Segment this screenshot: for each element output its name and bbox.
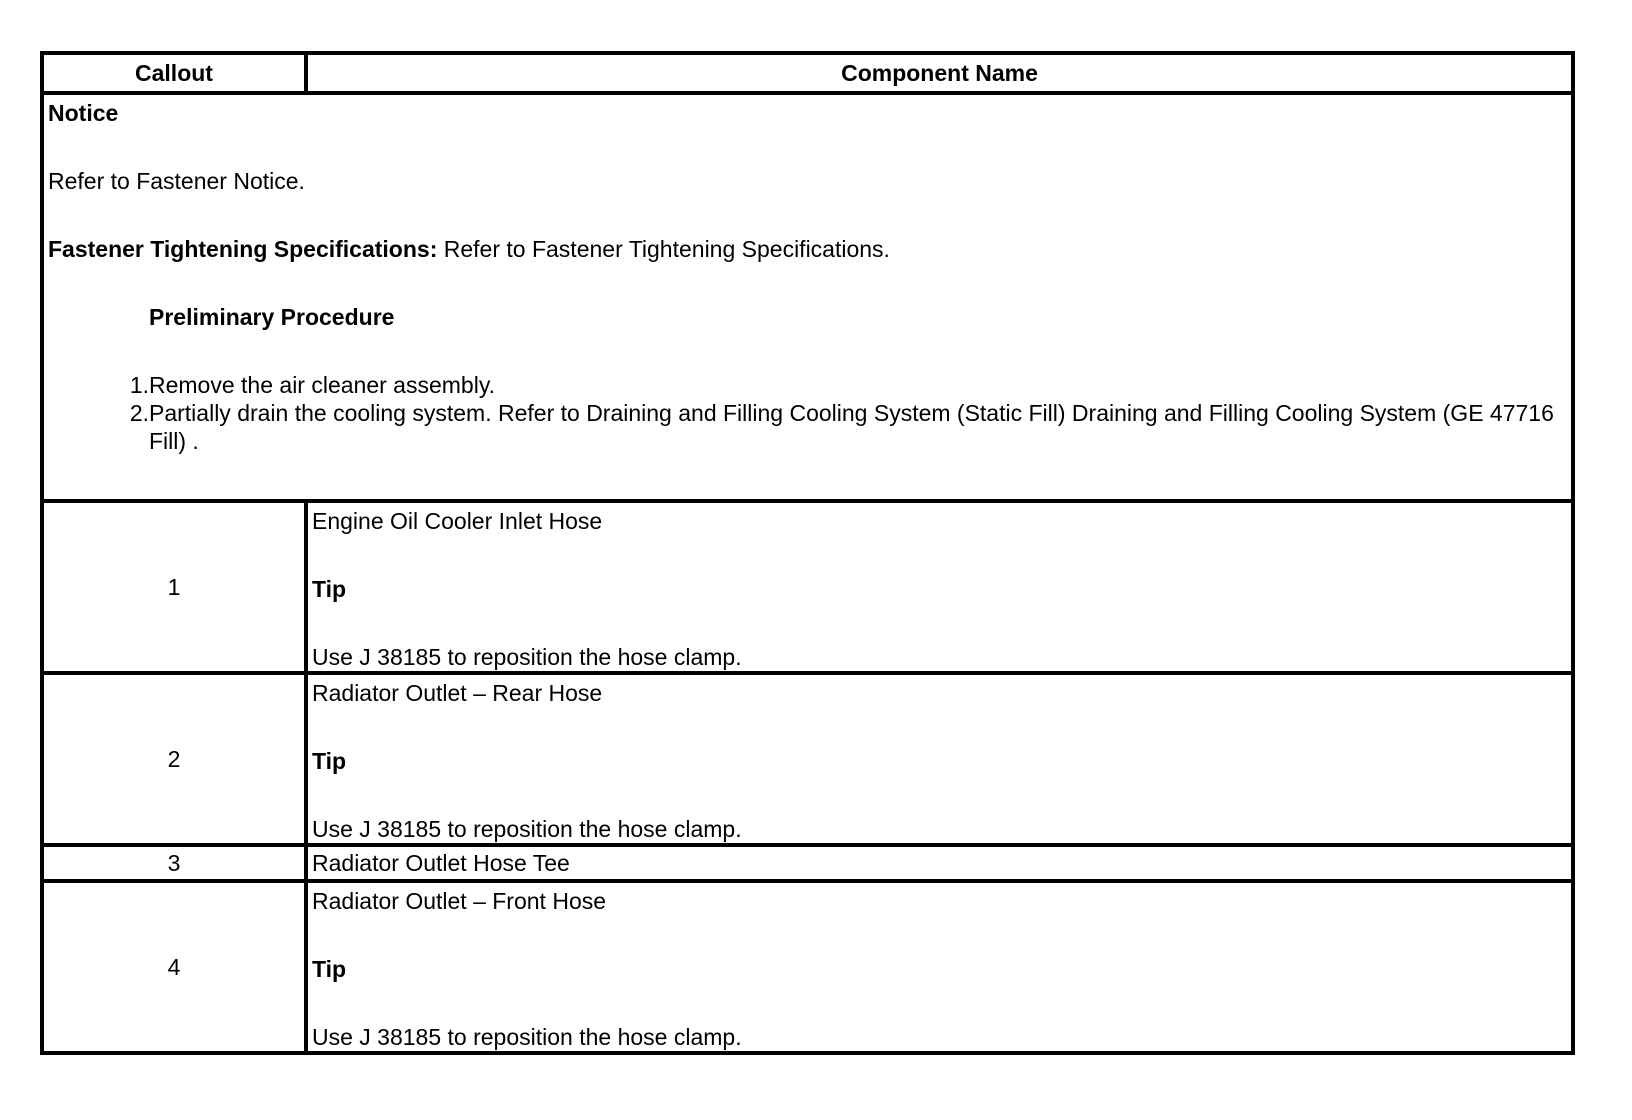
tip-text: Use J 38185 to reposition the hose clamp.: [312, 644, 742, 670]
component-cell: [306, 845, 1573, 881]
specs-text: Refer to Fastener Tightening Specifications.: [437, 236, 890, 262]
callout-header: Callout: [42, 53, 306, 93]
tip-label: Tip: [312, 748, 347, 774]
specs-label: Fastener Tightening Specifications:: [48, 236, 438, 262]
tip-label: Tip: [312, 956, 347, 982]
component-cell: [306, 501, 1573, 673]
component-name: Radiator Outlet Hose Tee: [312, 850, 570, 876]
callout-number: 2: [42, 673, 306, 845]
table-row: [42, 845, 1573, 881]
step-number: 1.: [129, 372, 149, 398]
notice-row: [42, 93, 1573, 501]
tip-text: Use J 38185 to reposition the hose clamp.: [312, 816, 742, 842]
callout-number: 3: [42, 845, 306, 881]
header-row: [42, 53, 1573, 93]
component-name: Engine Oil Cooler Inlet Hose: [312, 508, 603, 534]
fastener-specs: [48, 235, 1567, 263]
component-cell: [306, 881, 1573, 1053]
component-table: [40, 51, 1575, 1055]
notice-title: Notice: [48, 100, 119, 126]
component-name: Radiator Outlet – Front Hose: [312, 888, 607, 914]
table-row: [42, 881, 1573, 1053]
callout-number: 1: [42, 501, 306, 673]
component-cell: [306, 673, 1573, 845]
notice-text: Refer to Fastener Notice.: [48, 168, 305, 194]
step-number: 2.: [129, 400, 149, 426]
list-item: [48, 371, 1567, 399]
callout-number: 4: [42, 881, 306, 1053]
component-name-header: Component Name: [306, 53, 1573, 93]
step-text: Partially drain the cooling system. Refer to Draining and Filling Cooling System (Static Fill) Draining and Filling Cooling System (GE 47716 Fill) .: [149, 400, 1554, 454]
notice-cell: [42, 93, 1573, 501]
tip-text: Use J 38185 to reposition the hose clamp.: [312, 1024, 742, 1050]
table-row: [42, 501, 1573, 673]
step-text: Remove the air cleaner assembly.: [149, 372, 495, 398]
procedure-title: Preliminary Procedure: [149, 304, 395, 330]
component-name: Radiator Outlet – Rear Hose: [312, 680, 603, 706]
table-row: [42, 673, 1573, 845]
procedure-steps: [48, 371, 1567, 455]
list-item: [48, 399, 1567, 455]
tip-label: Tip: [312, 576, 347, 602]
